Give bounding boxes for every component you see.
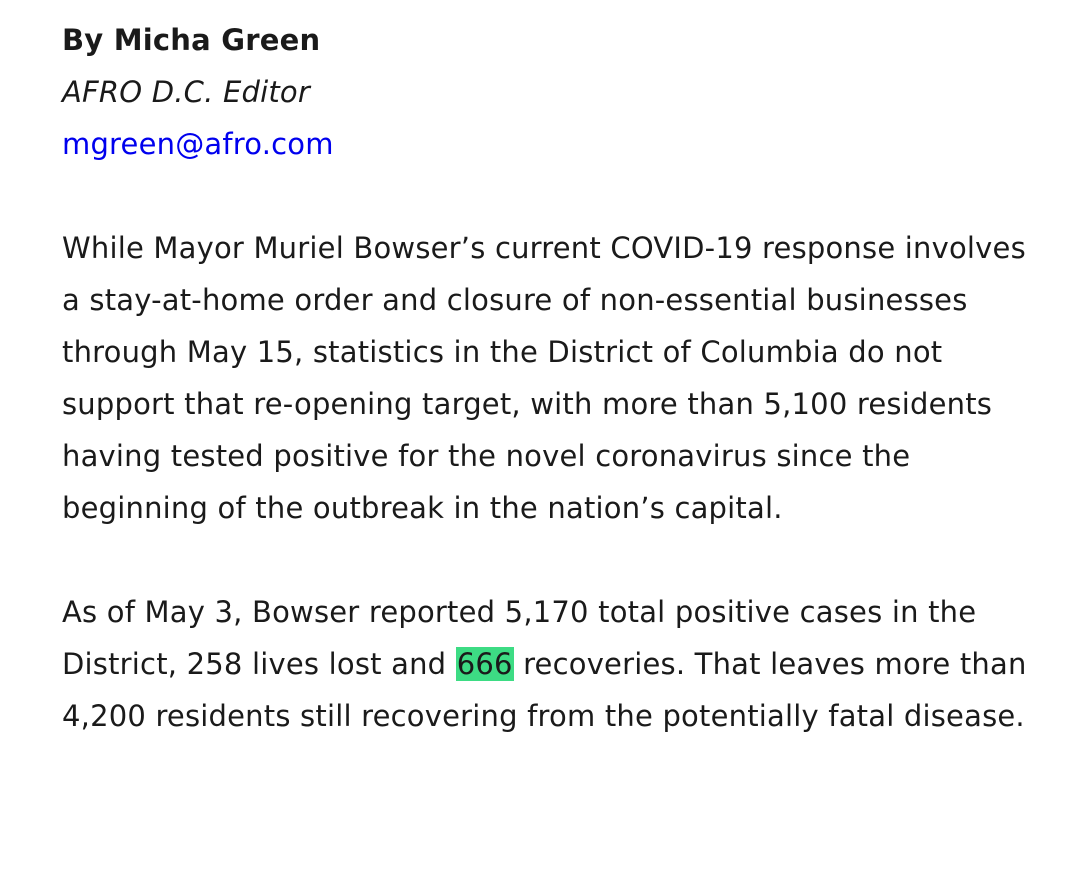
paragraph-1: While Mayor Muriel Bowser’s current COVID-19 response involves a stay-at-home order and closure of non-essential businesses through May 15, statistics in the District of Columbia do not support that re-opening target, with more than 5,100 residents having tested positive for the novel coronavirus since the beginning of the outbreak in the nation’s capital. — [62, 231, 1026, 525]
paragraph-2-text-after: recoveries. That leaves more than 4,200 residents still recovering from the potentially fatal disease. — [62, 647, 1027, 733]
paragraph-2-text-before: As of May 3, Bowser reported 5,170 total positive cases in the District, 258 lives lost and — [62, 595, 977, 681]
highlighted-recoveries-count: 666 — [456, 647, 513, 681]
byline-author: By Micha Green — [62, 23, 321, 57]
article — [62, 14, 1052, 742]
byline — [62, 14, 1052, 170]
author-email-link[interactable]: mgreen@afro.com — [62, 127, 334, 161]
byline-title: AFRO D.C. Editor — [62, 75, 310, 109]
paragraph-2 — [62, 586, 1042, 742]
